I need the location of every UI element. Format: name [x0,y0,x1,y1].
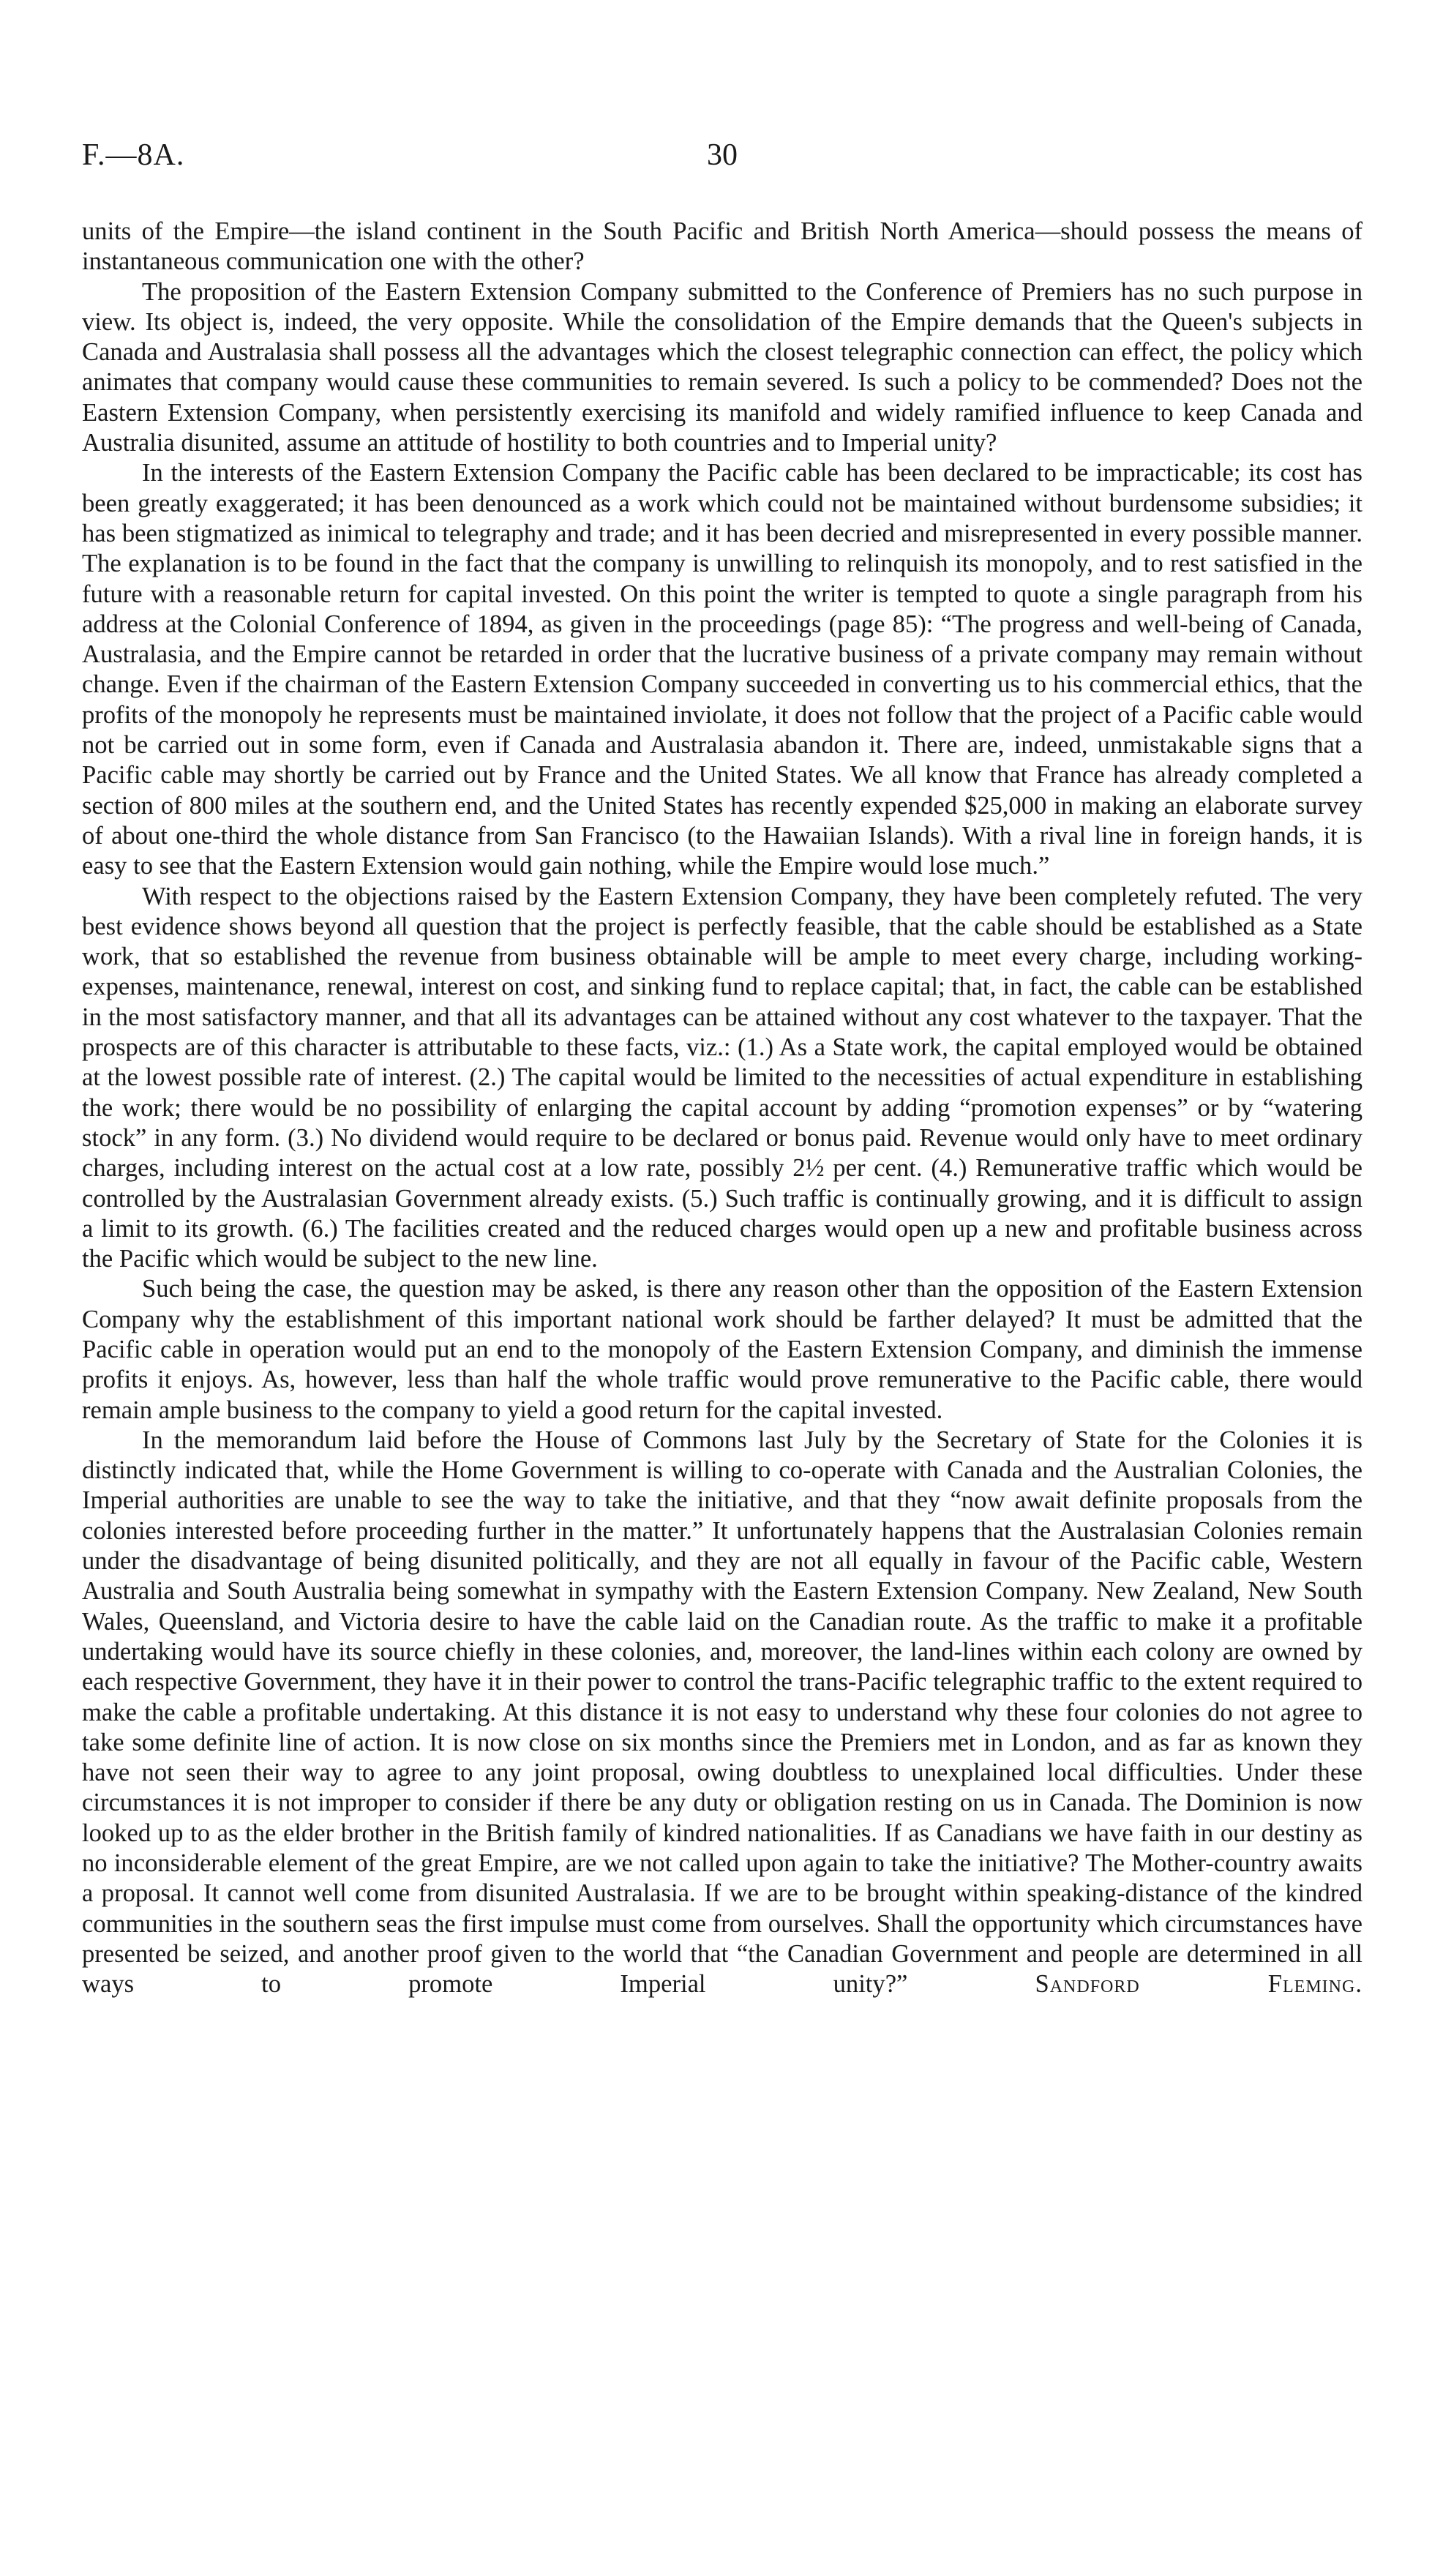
page-header [82,138,1363,181]
paragraph-3: In the interests of the Eastern Extension Company the Pacific cable has been declared to be impracticable; its cost has been greatly exaggerated; it has been denounced as a work which could not be maintained without burdensome subsidies; it has been stigmatized as inimical to telegraphy and trade; and it has been decried and misrepresented in every possible manner. The explanation is to be found in the fact that the company is unwilling to relinquish its monopoly, and to rest satisfied in the future with a reasonable return for capital invested. On this point the writer is tempted to quote a single paragraph from his address at the Colonial Conference of 1894, as given in the proceedings (page 85): “The progress and well-being of Canada, Australasia, and the Empire cannot be retarded in order that the lucrative business of a private company may remain without change. Even if the chairman of the Eastern Extension Company succeeded in converting us to his commercial ethics, that the profits of the monopoly he represents must be maintained inviolate, it does not follow that the project of a Pacific cable would not be carried out in some form, even if Canada and Australasia abandon it. There are, indeed, unmistakable signs that a Pacific cable may shortly be carried out by France and the United States. We all know that France has already completed a section of 800 miles at the southern end, and the United States has recently expended $25,000 in making an elaborate survey of about one-third the whole distance from San Francisco (to the Hawaiian Islands). With a rival line in foreign hands, it is easy to see that the Eastern Extension would gain nothing, while the Empire would lose much.” [82,459,1363,880]
paragraph-2: The proposition of the Eastern Extension Company submitted to the Conference of Premiers has no such purpose in view. Its object is, indeed, the very opposite. While the consolidation of the Empire demands that the Queen's subjects in Canada and Australasia shall possess all the advantages which the closest telegraphic connection can effect, the policy which animates that company would cause these communities to remain severed. Is such a policy to be commended? Does not the Eastern Extension Company, when persistently exercising its manifold and widely ramified influence to keep Canada and Australia disunited, assume an attitude of hostility to both countries and to Imperial unity? [82,277,1363,457]
paragraph-1: units of the Empire—the island continent in the South Pacific and British North America—should possess the means of instantaneous communication one with the other? [82,217,1363,276]
body-text [82,217,1363,2000]
paragraph-5: Such being the case, the question may be asked, is there any reason other than the opposition of the Eastern Extension Company why the establishment of this important national work should be farther delayed? It must be admitted that the Pacific cable in operation would put an end to the monopoly of the Eastern Extension Company, and diminish the immense profits it enjoys. As, however, less than half the whole traffic would prove remunerative to the Pacific cable, there would remain ample business to the company to yield a good return for the capital invested. [82,1275,1363,1424]
page-number: 30 [707,138,738,172]
author-signature: Sandford Fleming. [1035,1970,1363,1999]
paragraph-4: With respect to the objections raised by the Eastern Extension Company, they have been completely refuted. The very best evidence shows beyond all question that the project is perfectly feasible, that the cable should be established as a State work, that so established the revenue from business obtainable will be ample to meet every charge, including working-expenses, maintenance, renewal, interest on cost, and sinking fund to replace capital; that, in fact, the cable can be established in the most satisfactory manner, and that all its advantages can be attained without any cost whatever to the taxpayer. That the prospects are of this character is attributable to these facts, viz.: (1.) As a State work, the capital employed would be obtained at the lowest possible rate of interest. (2.) The capital would be limited to the necessities of actual expenditure in establishing the work; there would be no possibility of enlarging the capital account by adding “promotion expenses” or by “watering stock” in any form. (3.) No dividend would require to be declared or bonus paid. Revenue would only have to meet ordinary charges, including interest on the actual cost at a low rate, possibly 2½ per cent. (4.) Remunerative traffic which would be controlled by the Australasian Government already exists. (5.) Such traffic is continually growing, and it is difficult to assign a limit to its growth. (6.) The facilities created and the reduced charges would open up a new and profitable business across the Pacific which would be subject to the new line. [82,882,1363,1273]
document-reference: F.—8A. [82,138,185,172]
paragraph-6-text: In the memorandum laid before the House of Commons last July by the Secretary of State for the Colonies it is distinctly indicated that, while the Home Government is willing to co-operate with Canada and the Australian Colonies, the Imperial authorities are unable to see the way to take the initiative, and that they “now await definite proposals from the colonies interested before proceeding further in the matter.” It unfortunately happens that the Australasian Colonies remain under the disadvantage of being disunited politically, and they are not all equally in favour of the Pacific cable, Western Australia and South Australia being somewhat in sympathy with the Eastern Extension Company. New Zealand, New South Wales, Queensland, and Victoria desire to have the cable laid on the Canadian route. As the traffic to make it a profitable undertaking would have its source chiefly in these colonies, and, moreover, the land-lines within each colony are owned by each respective Government, they have it in their power to control the trans-Pacific telegraphic traffic to the extent required to make the cable a profitable undertaking. At this distance it is not easy to understand why these four colonies do not agree to take some definite line of action. It is now close on six months since the Premiers met in London, and as far as known they have not seen their way to agree to any joint proposal, owing doubtless to unexplained local difficulties. Under these circumstances it is not improper to consider if there be any duty or obligation resting on us in Canada. The Dominion is now looked up to as the elder brother in the British family of kindred nationalities. If as Canadians we have faith in our destiny as no inconsiderable element of the great Empire, are we not called upon again to take the initiative? The Mother-country awaits a proposal. It cannot well come from disunited Australasia. If we are to be brought within speaking-distance of the kindred communities in the southern seas the first impulse must come from ourselves. Shall the opportunity which circumstances have presented be seized, and another proof given to the world that “the Canadian Government and people are determined in all ways to promote Imperial unity?” [82,1426,1363,1999]
paragraph-6 [82,1426,1363,2000]
